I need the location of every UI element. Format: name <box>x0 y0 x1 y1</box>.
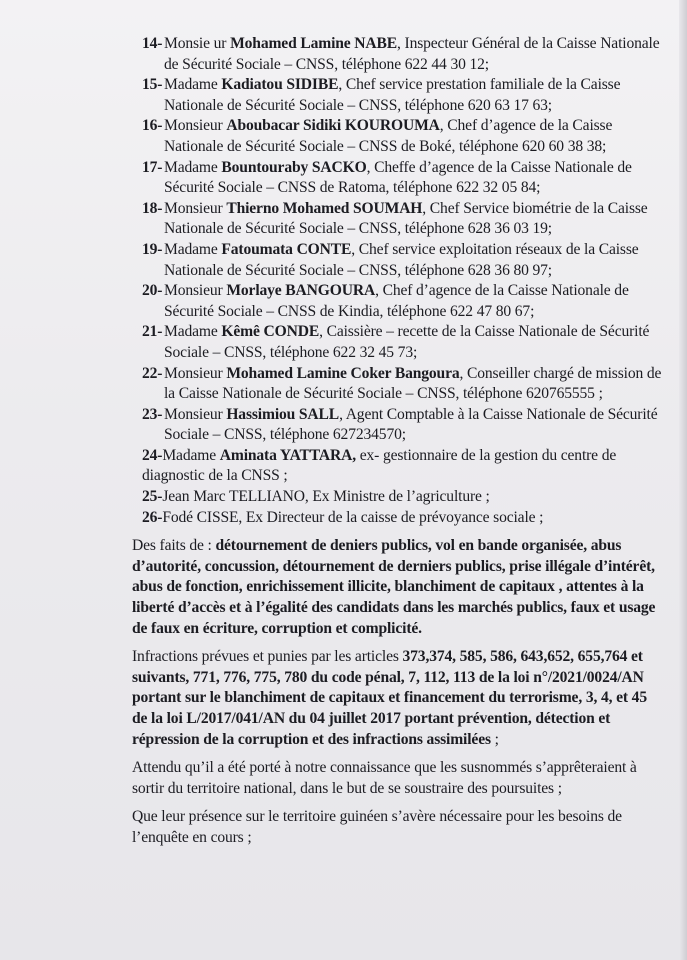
list-item <box>132 199 662 240</box>
presence-paragraph: Que leur présence sur le territoire guinéen s’avère nécessaire pour les besoins de l’enquête en cours ; <box>132 808 622 846</box>
charges-lead: Des faits de : <box>132 537 216 555</box>
page-edge-shadow <box>679 0 687 960</box>
infractions-tail: ; <box>490 730 499 748</box>
item-number: 14- <box>142 35 163 52</box>
item-name: Kêmê CONDE <box>221 323 320 341</box>
item-text: , Chef service prestation familiale de la Caisse Nationale de Sécurité Sociale – CNSS, téléphone 620 63 17 63; <box>164 76 621 114</box>
item-number: 22- <box>142 364 163 382</box>
item-name: Mohamed Lamine NABE <box>230 35 398 52</box>
item-number: 17- <box>142 158 163 176</box>
item-text: , Caissière – recette de la Caisse Nationale de Sécurité Sociale – CNSS, téléphone 622 32 45 73; <box>164 323 650 361</box>
list-item <box>132 281 662 322</box>
item-name: Aminata YATTARA, <box>219 446 356 464</box>
item-number: 15- <box>142 76 163 94</box>
item-text: ex- gestionnaire de la gestion du centre de diagnostic de la CNSS ; <box>142 446 617 485</box>
item-title: Monsie ur <box>164 35 227 52</box>
item-text: , Chef service exploitation réseaux de la Caisse Nationale de Sécurité Sociale – CNSS, téléphone 628 36 80 97; <box>164 240 639 279</box>
item-text: , Cheffe d’agence de la Caisse Nationale de Sécurité Sociale – CNSS de Ratoma, téléphone 622 32 05 84; <box>164 158 632 197</box>
item-name: Morlaye BANGOURA <box>226 282 376 300</box>
attendu-paragraph: Attendu qu’il a été porté à notre connaissance que les susnommés s’apprêteraient à sortir du territoire national, dans le but de se soustraire des poursuites ; <box>132 759 637 797</box>
item-number: 24- <box>142 446 163 464</box>
item-name: Fatoumata CONTE <box>221 240 352 258</box>
item-number: 26- <box>142 508 163 526</box>
list-item <box>132 240 662 281</box>
item-title: Madame <box>164 323 218 341</box>
item-name: Thierno Mohamed SOUMAH <box>226 199 423 217</box>
item-text: , Conseiller chargé de mission de la Caisse Nationale de Sécurité Sociale – CNSS, téléphone 620765555 ; <box>164 364 662 403</box>
list-item <box>132 405 662 446</box>
item-number: 19- <box>142 240 163 258</box>
infractions-paragraph <box>132 647 662 750</box>
item-title: Monsieur <box>164 199 223 217</box>
item-title: Monsieur <box>164 405 223 423</box>
list-item <box>142 446 662 487</box>
item-name: Mohamed Lamine Coker Bangoura <box>226 364 460 382</box>
list-item <box>142 487 662 508</box>
item-number: 16- <box>142 117 163 135</box>
list-item <box>132 158 662 199</box>
item-number: 21- <box>142 323 163 341</box>
list-item <box>132 75 662 116</box>
item-number: 25- <box>142 488 163 506</box>
list-item <box>132 116 662 157</box>
item-text: , Chef Service biométrie de la Caisse Nationale de Sécurité Sociale – CNSS, téléphone 628 36 03 19; <box>164 199 648 238</box>
item-text: Fodé CISSE, Ex Directeur de la caisse de prévoyance sociale ; <box>162 508 544 526</box>
item-name: Aboubacar Sidiki KOUROUMA <box>226 117 440 135</box>
infractions-lead: Infractions prévues et punies par les articles <box>132 648 403 666</box>
item-name: Kadiatou SIDIBE <box>221 76 339 94</box>
item-name: Bountouraby SACKO <box>221 158 367 176</box>
item-name: Hassimiou SALL <box>226 405 340 423</box>
item-number: 23- <box>142 405 163 423</box>
item-number: 20- <box>142 282 163 300</box>
list-item <box>132 364 662 405</box>
charges-paragraph <box>132 536 662 639</box>
item-title: Monsieur <box>164 364 223 382</box>
item-text: , Chef d’agence de la Caisse Nationale de Sécurité Sociale – CNSS de Kindia, téléphone 622 47 80 67; <box>164 282 629 320</box>
item-text: , Inspecteur Général de la Caisse Nationale de Sécurité Sociale – CNSS, téléphone 622 44 30 12; <box>164 35 660 73</box>
item-text: , Agent Comptable à la Caisse Nationale de Sécurité Sociale – CNSS, téléphone 627234570; <box>164 405 658 444</box>
charges-list: détournement de deniers publics, vol en bande organisée, abus d’autorité, concussion, détournement de derniers publics, prise illégale d’intérêt, abus de fonction, enrichissement illicite, blanchiment de capitaux , attentes à la liberté d’accès et à l’égalité des candidats dans les marchés publics, faux et usage de faux en écriture, corruption et complicité. <box>132 537 656 637</box>
item-title: Madame <box>164 240 218 258</box>
item-text: Jean Marc TELLIANO, Ex Ministre de l’agriculture ; <box>162 488 490 506</box>
item-number: 18- <box>142 199 163 217</box>
item-title: Monsieur <box>164 282 223 300</box>
item-title: Madame <box>162 446 216 464</box>
list-item <box>142 508 662 529</box>
item-title: Madame <box>164 158 218 176</box>
list-item <box>132 322 662 363</box>
item-title: Madame <box>164 76 218 94</box>
list-item <box>132 34 662 75</box>
infractions-articles: 373,374, 585, 586, 643,652, 655,764 et suivants, 771, 776, 775, 780 du code pénal, 7, 112, 113 de la loi n°/2021/0024/AN portant sur le blanchiment de capitaux et financement du terrorisme, 3, 4, et 45 de la loi L/2017/041/AN du 04 juillet 2017 portant prévention, détection et répression de la corruption et des infractions assimilées <box>132 648 647 748</box>
item-title: Monsieur <box>164 117 223 135</box>
item-text: , Chef d’agence de la Caisse Nationale de Sécurité Sociale – CNSS de Boké, téléphone 620 60 38 38; <box>164 117 613 155</box>
document-body <box>132 34 662 849</box>
